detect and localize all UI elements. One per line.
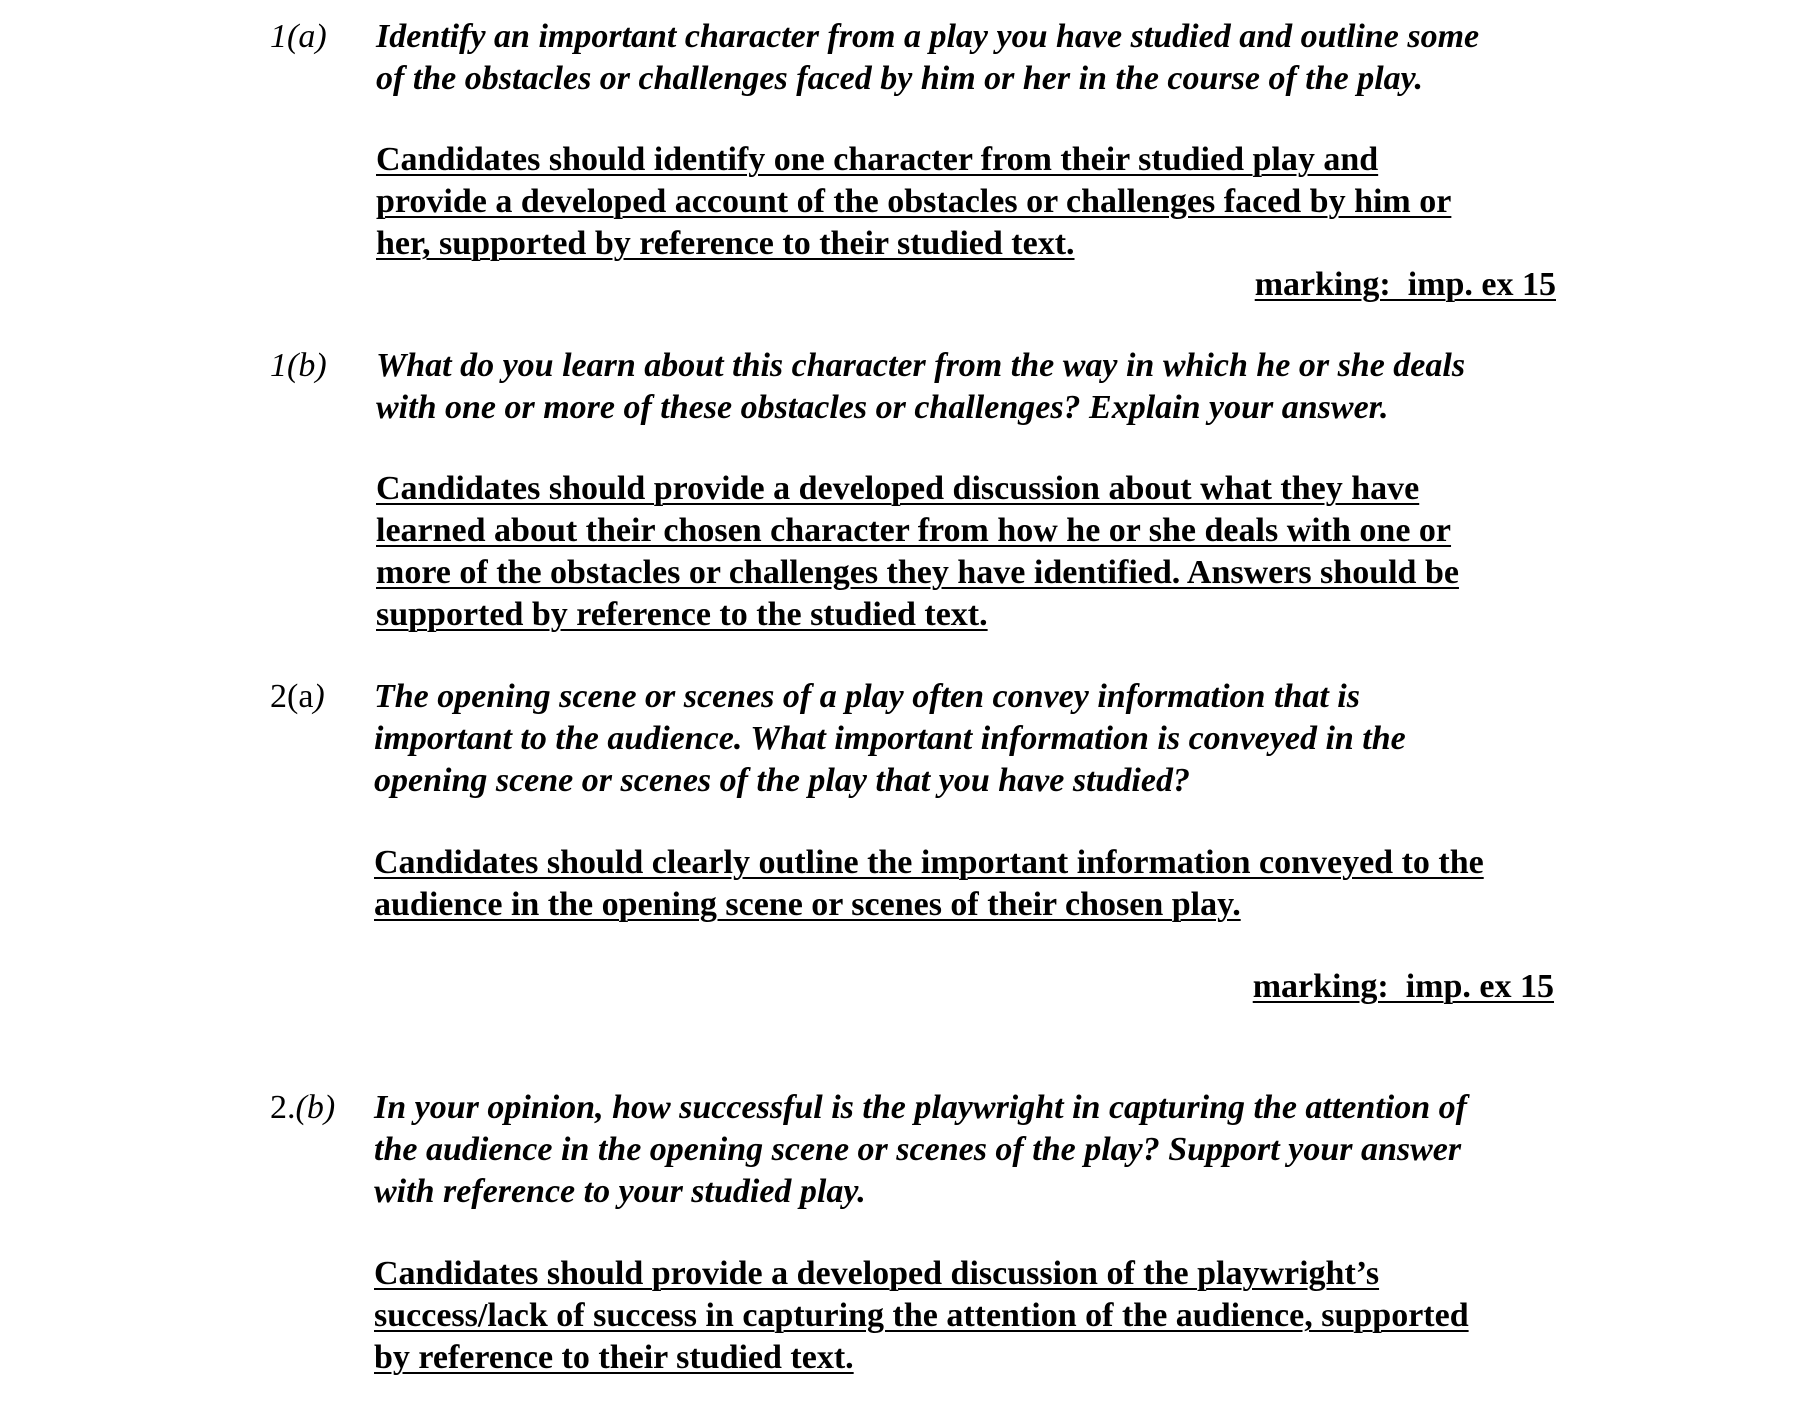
guidance-line: Candidates should identify one character from their studied play and (376, 141, 1379, 178)
question-number-sub: (b) (295, 1089, 336, 1126)
question-body (374, 1087, 1574, 1213)
guidance-line: Candidates should provide a developed discussion of the playwright’s (374, 1255, 1380, 1292)
guidance-line: audience in the opening scene or scenes of their chosen play. (374, 886, 1241, 923)
question-number: 1(a) (270, 18, 327, 55)
guidance-line: more of the obstacles or challenges they have identified. Answers should be (376, 554, 1459, 591)
question-number: 1(b) (270, 347, 327, 384)
guidance-line: Candidates should provide a developed discussion about what they have (376, 470, 1420, 507)
marking-guidance (376, 139, 1576, 265)
question-prompt-line: What do you learn about this character from the way in which he or she deals (376, 347, 1466, 384)
question-number-close: ) (313, 678, 325, 715)
question-prompt-line: with one or more of these obstacles or challenges? Explain your answer. (376, 389, 1389, 426)
question-body (376, 345, 1576, 429)
question-prompt-line: of the obstacles or challenges faced by him or her in the course of the play. (376, 60, 1424, 97)
question-prompt-line: The opening scene or scenes of a play often convey information that is (374, 678, 1360, 715)
marking-note: marking: imp. ex 15 (1254, 266, 1556, 303)
guidance-line: learned about their chosen character from how he or she deals with one or (376, 512, 1452, 549)
marking-guidance (374, 1253, 1574, 1379)
question-body (376, 16, 1576, 100)
guidance-line: success/lack of success in capturing the attention of the audience, supported (374, 1297, 1469, 1334)
question-prompt-line: the audience in the opening scene or scenes of the play? Support your answer (374, 1131, 1462, 1168)
question-prompt-line: with reference to your studied play. (374, 1173, 866, 1210)
question-prompt-line: Identify an important character from a play you have studied and outline some (376, 18, 1480, 55)
marking-guidance (376, 468, 1576, 636)
question-number (270, 1087, 335, 1129)
question-number (270, 676, 325, 718)
guidance-line: provide a developed account of the obstacles or challenges faced by him or (376, 183, 1452, 220)
question-number-main: 2(a (270, 678, 314, 715)
guidance-line: Candidates should clearly outline the important information conveyed to the (374, 844, 1484, 881)
question-number-main: 2. (270, 1089, 296, 1126)
guidance-line: supported by reference to the studied text. (376, 596, 988, 633)
question-body (374, 676, 1574, 802)
question-prompt-line: opening scene or scenes of the play that you have studied? (374, 762, 1190, 799)
marking-guidance (374, 842, 1574, 926)
marking-note: marking: imp. ex 15 (1252, 968, 1554, 1005)
question-prompt-line: In your opinion, how successful is the playwright in capturing the attention of (374, 1089, 1467, 1126)
guidance-line: by reference to their studied text. (374, 1339, 854, 1376)
guidance-line: her, supported by reference to their studied text. (376, 225, 1075, 262)
question-prompt-line: important to the audience. What important information is conveyed in the (374, 720, 1406, 757)
